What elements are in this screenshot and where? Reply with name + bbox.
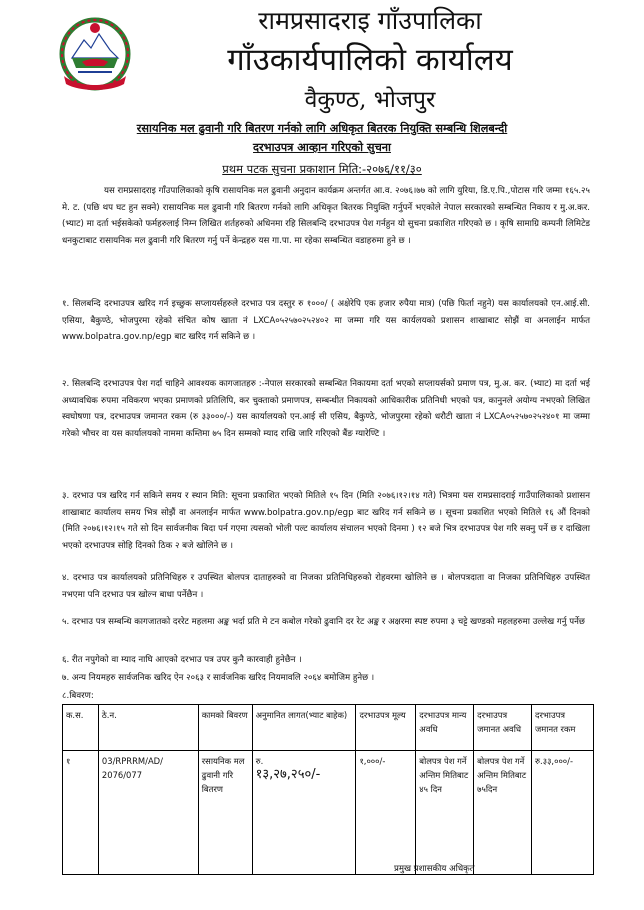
header-description: कामको बिवरण [198, 705, 252, 751]
cell-estimated-cost [252, 751, 356, 875]
table-row [63, 751, 594, 875]
cell-description: रसायनिक मल ढुवानी गरि बितरण [198, 751, 252, 875]
notice-intro [62, 183, 590, 249]
header-security-amount: दरभाउपत्र जमानत रकम [532, 705, 594, 751]
estimated-cost-value: १३,२७,२५०/- [255, 767, 321, 782]
condition-1: १. सिलबन्दि दरभाउपत्र खरिद गर्न इच्छुक सप्लायर्सहरुले दरभाउ पत्र दस्तुर रु १०००/ ( अक्षेरेपि एक हजार रुपैया मात्र) (पछि फिर्ता नहुने) यस कार्यालयको एन.आई.सी. एसिया, बैकुण्ठे, भोजपुरमा रहेको संचित कोष खाता नं LXCA०५२५७०२५२४०२ मा जम्मा गरि यस कार्यलयको प्रशासन शाखाबाट सोझैं वा अनलाईन मार्फत www.bolpatra.gov.np/egp बाट खरिद गर्न सकिने छ । [62, 299, 590, 343]
condition-5: ५. दरभाउ पत्र सम्बन्धि कागजातको दररेट महलमा अङ्क भर्दा प्रति मे टन कबोल गरेको ढुवानि दर रेट अङ्क र अक्षरमा स्पष्ट रुपमा ३ चट्टे खण्डको महलहरुमा उल्लेख गर्नु पर्नेछ [62, 617, 585, 627]
condition-2: २. सिलबन्दि दरभाउपत्र पेश गर्दा चाहिने आवश्यक कागजातहरु :-नेपाल सरकारको सम्बन्धित निकायमा दर्ता भएको सप्लायर्सको प्रमाण पत्र, मु.अ. कर. (भ्याट) मा दर्ता भई अध्यावधिक रुपमा नविकरण भएका प्रमाणको प्रतिलिपि, कर चुक्ताको प्रमाणपत्र, सम्बन्धीत निकायको आधिकारीक प्रतिनिधी भएको पत्र, कानुनले अयोग्य नभएको लिखित स्वघोषणा पत्र, दरभाउपत्र जमानत रकम (रु ३३०००/-) यस कार्यालयको एन.आई सी एसिय, बैकुण्ठे, भोजपुरमा रहेको धरौटी खाता नं LXCA०५२५७०२५२४०१ मा जम्मा गरेको भौचर वा यस कार्यालयको नाममा कम्तिमा ७५ दिन सम्मको म्याद राखि जारि गरिएको बैंङ ग्यारेण्टि । [62, 379, 590, 439]
cell-sn: १ [63, 751, 99, 875]
condition-6: ६. रीत नपुगेको वा म्याद नाघि आएको दरभाउ पत्र उपर कुनै कारवाही हुनेछैन । [62, 655, 302, 665]
table-header-row [63, 705, 594, 751]
header-sn: क.स. [63, 705, 99, 751]
bid-details-table [62, 704, 594, 875]
cell-document-price: १,०००/- [356, 751, 416, 875]
header-estimated-cost: अनुमानित लागत(भ्याट बाहेक) [252, 705, 356, 751]
header-document-price: दरभाउपत्र मूल्य [356, 705, 416, 751]
nepal-emblem-icon [58, 14, 132, 92]
notice-title-line2: दरभाउपत्र आव्हान गरिएको सुचना [253, 141, 391, 154]
signatory-title: प्रमुख प्रशासकीय अधिकृत [394, 864, 475, 874]
cell-security-validity: बोलपत्र पेश गर्ने अन्तिम मितिबाट ७५दिन [474, 751, 532, 875]
intro-paragraph: यस रामप्रसादराइ गाँउपालिकाको कृषि रासायनिक मल ढुवानी अनुदान कार्यक्रम अन्तर्गत आ.व. २०७६।७७ को लागि युरिया, डि.ए.पि.,पोटास गरि जम्मा १६५.२५ मे. ट. (पछि थप घट हुन सक्ने) रासायनिक मल ढुवानी गरि बितरण गर्नको लागि अधिकृत बितरक नियुक्ति गर्नुपर्ने भएकोले नेपाल सरकारको सम्बन्धित निकाय र मु.अ.कर. (भ्याट) मा दर्ता भईसकेको फर्महरुलाई निम्न लिखित शर्तहरुको अधिनमा रहि सिलबन्दि दरभाउपत्र पेश गर्नहुन यो सुचना प्रकाशित गरिएको छ । कृषि सामाग्रि कम्पनी लिमिटेड धनकुटाबाट रासायनिक मल ढुवानी गरि बितरण गर्नु पर्ने केन्द्रहरु यस गा.पा. मा रहेका सम्बन्धित वडाहरुमा हुने छ । [62, 186, 590, 246]
condition-4: ४. दरभाउ पत्र कार्यालयको प्रतिनिधिहरु र उपस्थित बोलपत्र दाताहरुको वा निजका प्रतिनिधिहरुको रोहवरमा खोलिने छ । बोलपत्रदाता वा निजका प्रतिनिधिहरु उपस्थित नभएमा पनि दरभाउ पत्र खोल्न बाधा पर्नेछैन । [62, 573, 590, 600]
cell-validity: बोलपत्र पेश गर्ने अन्तिम मितिबाट ४५ दिन [416, 751, 474, 875]
condition-3: ३. दरभाउ पत्र खरिद गर्न सकिने समय र स्थान मिति: सूचना प्रकाशित भएको मितिले १५ दिन (मिति २०७६।१२।१४ गते) भित्रमा यस रामप्रसादराई गाउँपालिकाको प्रशासन शाखाबाट कार्यालय समय भित्र सोझैं वा अनलाईन मार्फत www.bolpatra.gov.np/egp बाट खरिद गर्न सकिने छ । सूचना प्रकाशित भएको मितिले १६ औं दिनको (मिति २०७६।१२।१५ गते सो दिन सार्वजनीक बिदा पर्न गएमा त्यसको भोली पल्ट कार्यालय संचालन भएको दिनमा ) १२ बजे भित्र दरभाउपत्र पेश गरि सक्नु पर्ने छ र दाखिला भएको दरभाउपत्र सोहि दिनको ठिक २ बजे खोलिने छ । [62, 491, 590, 551]
details-heading: ८.बिवरण: [62, 691, 94, 701]
header-security-validity: दरभाउपत्र जमानत अवधि [474, 705, 532, 751]
office-name: गाँउकार्यपालिको कार्यालय [227, 42, 513, 78]
cell-security-amount: रु.३३,०००/- [532, 751, 594, 875]
header-contract-no: ठे.न. [98, 705, 198, 751]
office-address: वैकुण्ठ, भोजपुर [304, 87, 436, 113]
publication-date: प्रथम पटक सुचना प्रकाशान मिति:-२०७६/११/३० [222, 162, 422, 176]
estimated-cost-prefix: रु. [255, 756, 264, 766]
notice-title-line1: रसायनिक मल ढुवानी गरि बितरण गर्नको लागि अधिकृत बितरक नियुक्ति सम्बन्धि शिलबन्दी [136, 122, 508, 135]
cell-contract-no: 03/RPRRM/AD/ 2076/077 [98, 751, 198, 875]
header-validity: दरभाउपत्र मान्य अवधि [416, 705, 474, 751]
organization-name: रामप्रसादराइ गाँउपालिका [258, 6, 482, 35]
condition-7: ७. अन्य नियमहरु सार्वजनिक खरिद ऐन २०६३ र सार्वजनिक खरिद नियमावलि २०६४ बमोजिम हुनेछ । [62, 673, 375, 683]
